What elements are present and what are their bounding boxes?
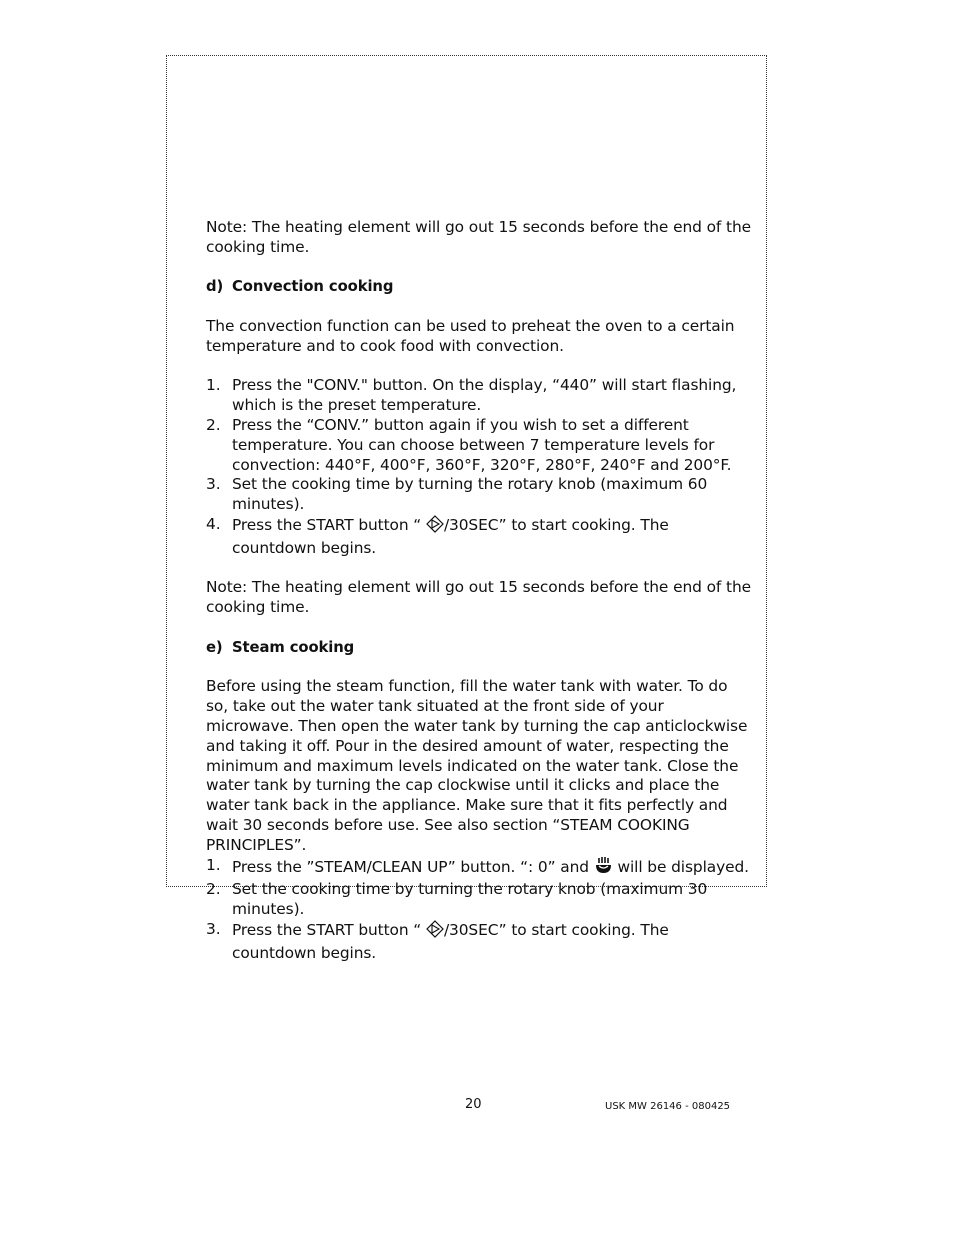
start-diamond-icon bbox=[426, 920, 444, 944]
list-item: 3. Press the START button “ /30SEC” to start cooking. The countdown begins. bbox=[206, 919, 669, 962]
page-number: 20 bbox=[465, 1097, 482, 1112]
page-content bbox=[206, 218, 751, 963]
steam-intro: Before using the steam function, fill the water tank with water. To do so, take out the water tank situated at the front side of your microwave. Then open the water tank by turning the cap anticlockwise and taking it off. Pour in the desired amount of water, respecting the minimum and maximum levels indicated on the water tank. Close the water tank by turning the cap clockwise until it clicks and place the water tank back in the appliance. Make sure that it fits perfectly and wait 30 seconds before use. See also section “STEAM COOKING PRINCIPLES”. bbox=[206, 677, 748, 854]
note-heating-1: Note: The heating element will go out 15 seconds before the end of the cooking time. bbox=[206, 218, 751, 256]
list-item: 2. Set the cooking time by turning the rotary knob (maximum 30 minutes). bbox=[206, 880, 708, 919]
note-heating-2: Note: The heating element will go out 15 seconds before the end of the cooking time. bbox=[206, 578, 751, 617]
list-item: 1. Press the "CONV." button. On the display, “440” will start flashing, which is the preset temperature. bbox=[206, 376, 737, 415]
convection-steps bbox=[206, 376, 751, 558]
list-item: 1. Press the ”STEAM/CLEAN UP” button. “: 0” and will be displayed. bbox=[206, 856, 751, 881]
convection-intro: The convection function can be used to preheat the oven to a certain temperature and to cook food with convection. bbox=[206, 316, 735, 355]
steam-icon bbox=[594, 856, 613, 881]
list-item: 4. Press the START button “ /30SEC” to start cooking. The countdown begins. bbox=[206, 514, 669, 557]
steam-steps bbox=[206, 856, 751, 964]
document-code: USK MW 26146 - 080425 bbox=[605, 1101, 731, 1112]
heading-steam: e) Steam cooking bbox=[206, 638, 355, 656]
heading-convection: d) Convection cooking bbox=[206, 278, 394, 296]
list-item: 2. Press the “CONV.” button again if you wish to set a different temperature. You can choose between 7 temperature levels for convection: 440°F, 400°F, 360°F, 320°F, 280°F, 240°F and 200°F. bbox=[206, 415, 732, 474]
list-item: 3. Set the cooking time by turning the rotary knob (maximum 60 minutes). bbox=[206, 475, 708, 514]
start-diamond-icon bbox=[426, 515, 444, 539]
